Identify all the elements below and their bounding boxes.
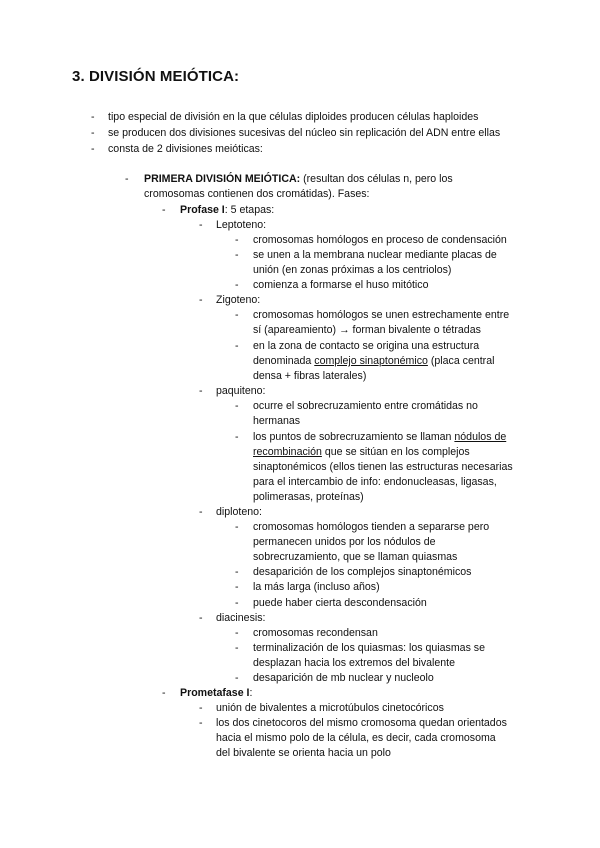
diploteno-item: cromosomas homólogos tienden a separarse pero xyxy=(253,521,490,533)
paquiteno-item-cont: sinaptonémicos (ellos tienen las estructuras necesarias xyxy=(253,461,513,473)
intro-item-2: se producen dos divisiones sucesivas del núcleo sin replicación del ADN entre ellas xyxy=(108,127,501,139)
diploteno-item: puede haber cierta descondensación xyxy=(253,597,427,609)
primera-division-title: PRIMERA DIVISIÓN MEIÓTICA: xyxy=(144,173,301,185)
diacinesis-item: cromosomas recondensan xyxy=(253,627,378,639)
bullet-dash: - xyxy=(199,506,203,518)
bullet-dash: - xyxy=(199,612,203,624)
bullet-dash: - xyxy=(235,249,239,261)
text-run: denominada xyxy=(253,355,315,367)
zigoteno-item-cont: sí (apareamiento) → forman bivalente o tétradas xyxy=(253,324,481,336)
bullet-dash: - xyxy=(235,521,239,533)
bullet-dash: - xyxy=(235,672,239,684)
bullet-dash: - xyxy=(162,204,166,216)
bullet-dash: - xyxy=(235,642,239,654)
diacinesis-item: terminalización de los quiasmas: los quiasmas se xyxy=(253,642,485,654)
zigoteno-item-cont: densa + fibras laterales) xyxy=(253,370,367,382)
zigoteno-item: en la zona de contacto se origina una estructura xyxy=(253,340,480,352)
diploteno-item-cont: permanecen unidos por los nódulos de xyxy=(253,536,436,548)
leptoteno-item: cromosomas homólogos en proceso de condensación xyxy=(253,234,507,246)
bullet-dash: - xyxy=(91,111,95,123)
prometafase-item: unión de bivalentes a microtúbulos cinetocóricos xyxy=(216,702,444,714)
text-run: que se sitúan en los complejos xyxy=(321,446,470,458)
prometafase-item-cont: hacia el mismo polo de la célula, es decir, cada cromosoma xyxy=(216,732,496,744)
leptoteno-item: se unen a la membrana nuclear mediante placas de xyxy=(253,249,497,261)
bullet-dash: - xyxy=(235,597,239,609)
prometafase-line xyxy=(180,686,252,701)
paquiteno-item-cont: hermanas xyxy=(253,415,301,427)
prometafase-item-cont: del bivalente se orienta hacia un polo xyxy=(216,747,391,759)
diacinesis-item-cont: desplazan hacia los extremos del bivalente xyxy=(253,657,455,669)
bullet-dash: - xyxy=(199,717,203,729)
bullet-dash: - xyxy=(235,400,239,412)
intro-item-1: tipo especial de división en la que células diploides producen células haploides xyxy=(108,111,479,123)
bullet-dash: - xyxy=(199,219,203,231)
diacinesis-heading: diacinesis: xyxy=(216,612,266,624)
prometafase-item: los dos cinetocoros del mismo cromosoma quedan orientados xyxy=(216,717,507,729)
bullet-dash: - xyxy=(199,385,203,397)
leptoteno-item: comienza a formarse el huso mitótico xyxy=(253,279,429,291)
bullet-dash: - xyxy=(235,234,239,246)
profase-line xyxy=(180,203,274,218)
profase-label: Profase I xyxy=(180,204,225,216)
leptoteno-item-cont: unión (en zonas próximas a los centriolos) xyxy=(253,264,452,276)
diploteno-item: desaparición de los complejos sinaptonémicos xyxy=(253,566,472,578)
paquiteno-item-cont: polimerasas, proteínas) xyxy=(253,491,364,503)
primera-division-line-1 xyxy=(144,172,453,187)
paquiteno-item-cont xyxy=(253,445,470,460)
bullet-dash: - xyxy=(235,581,239,593)
text-run: (placa central xyxy=(427,355,495,367)
bullet-dash: - xyxy=(91,127,95,139)
bullet-dash: - xyxy=(199,294,203,306)
primera-division-line-2: cromosomas contienen dos cromátidas). Fases: xyxy=(144,188,370,200)
zigoteno-item: cromosomas homólogos se unen estrechamente entre xyxy=(253,309,510,321)
paquiteno-item xyxy=(253,430,506,445)
nodulos-term: nódulos de xyxy=(454,431,507,443)
bullet-dash: - xyxy=(235,431,239,443)
diploteno-heading: diploteno: xyxy=(216,506,262,518)
prometafase-label: Prometafase I xyxy=(180,687,250,699)
complejo-sinaptonemico-term: complejo sinaptonémico xyxy=(314,355,428,367)
intro-item-3: consta de 2 divisiones meióticas: xyxy=(108,143,263,155)
text-run: los puntos de sobrecruzamiento se llaman xyxy=(253,431,455,443)
primera-division-desc: (resultan dos células n, pero los xyxy=(300,173,453,185)
diploteno-item-cont: sobrecruzamiento, que se llaman quiasmas xyxy=(253,551,458,563)
bullet-dash: - xyxy=(162,687,166,699)
bullet-dash: - xyxy=(125,173,129,185)
bullet-dash: - xyxy=(235,309,239,321)
leptoteno-heading: Leptoteno: xyxy=(216,219,267,231)
zigoteno-heading: Zigoteno: xyxy=(216,294,261,306)
zigoteno-item-cont xyxy=(253,354,494,369)
bullet-dash: - xyxy=(235,279,239,291)
paquiteno-item: ocurre el sobrecruzamiento entre cromátidas no xyxy=(253,400,478,412)
bullet-dash: - xyxy=(235,566,239,578)
bullet-dash: - xyxy=(235,340,239,352)
bullet-dash: - xyxy=(91,143,95,155)
section-heading: 3. DIVISIÓN MEIÓTICA: xyxy=(72,68,240,85)
paquiteno-item-cont: para el intercambio de info: endonucleasas, ligasas, xyxy=(253,476,497,488)
bullet-dash: - xyxy=(235,627,239,639)
profase-desc: : 5 etapas: xyxy=(224,204,275,216)
prometafase-colon: : xyxy=(249,687,253,699)
recombinacion-term: recombinación xyxy=(253,446,322,458)
paquiteno-heading: paquiteno: xyxy=(216,385,266,397)
diacinesis-item: desaparición de mb nuclear y nucleolo xyxy=(253,672,434,684)
bullet-dash: - xyxy=(199,702,203,714)
diploteno-item: la más larga (incluso años) xyxy=(253,581,380,593)
